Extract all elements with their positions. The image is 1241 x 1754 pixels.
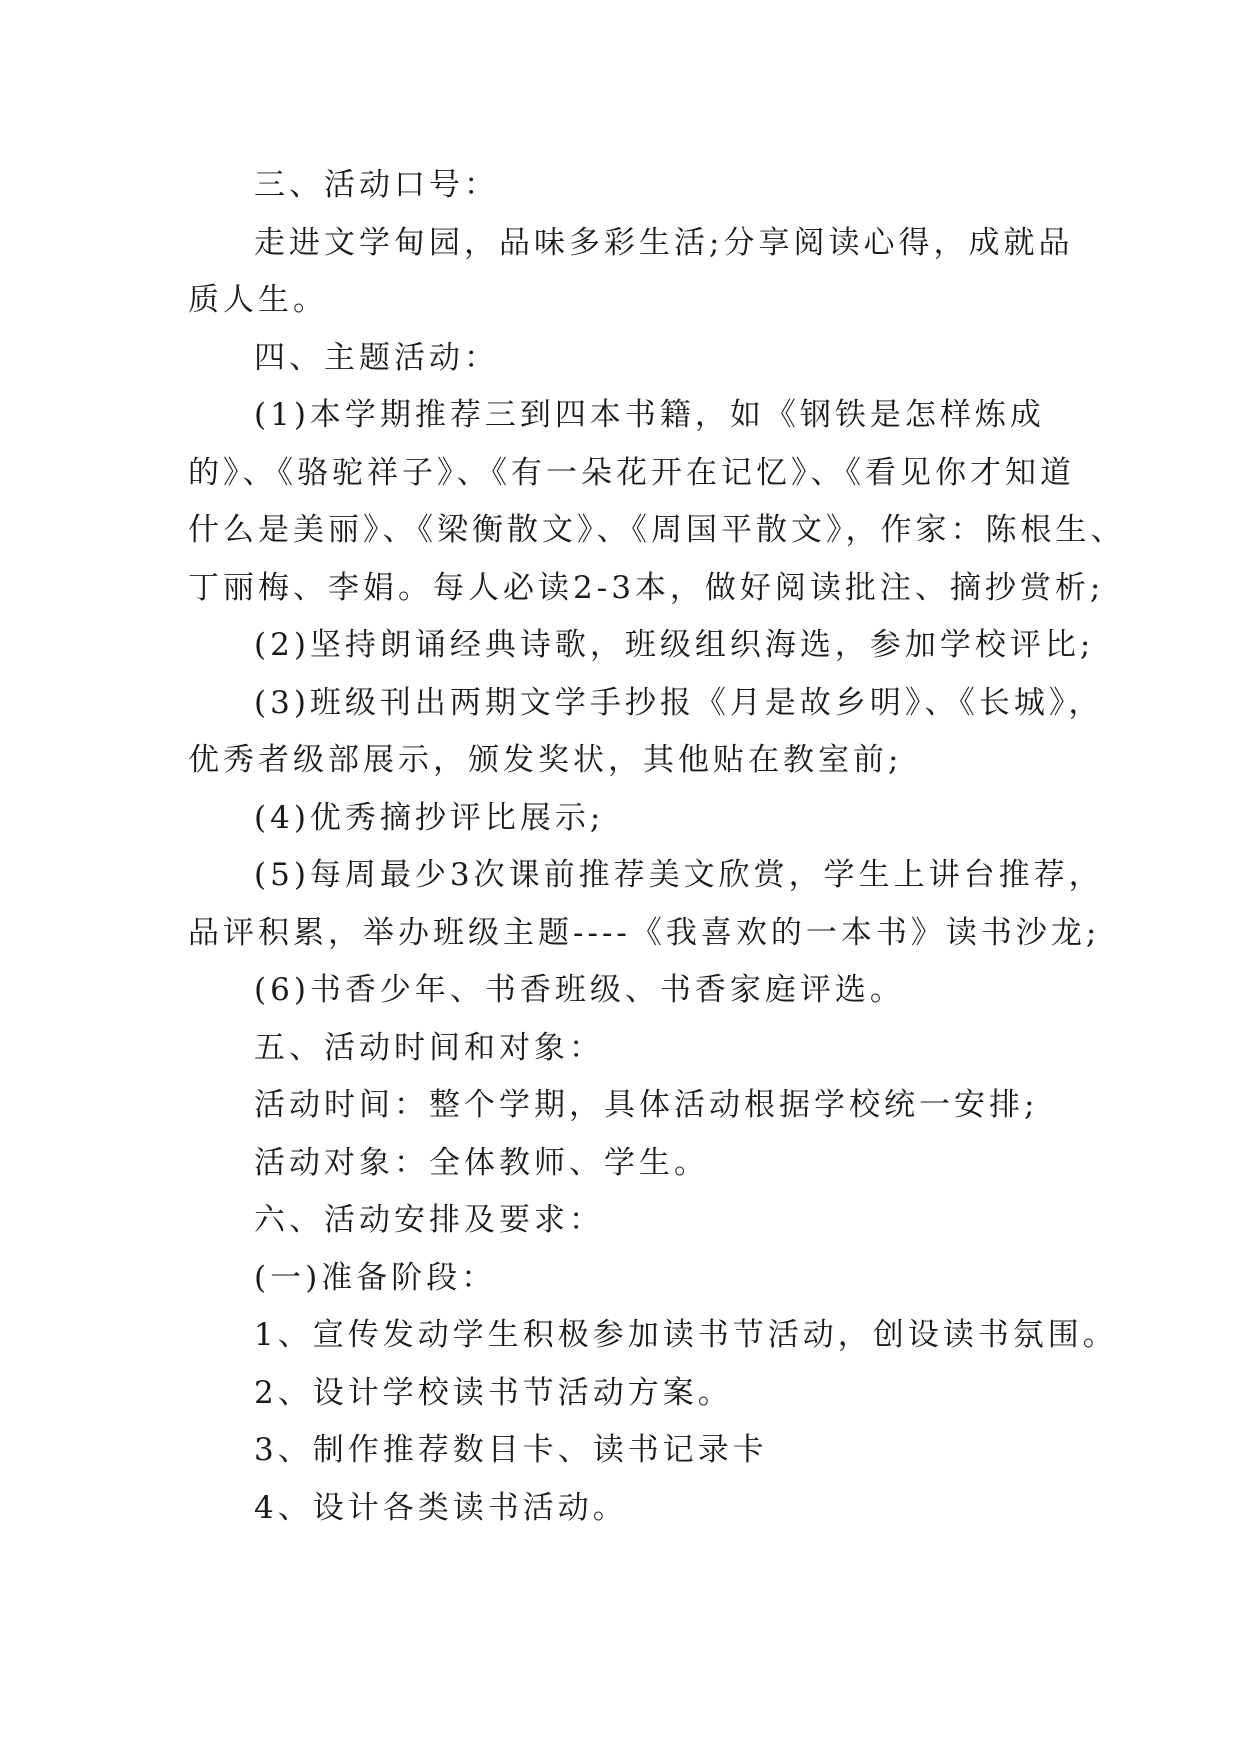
section-heading-activities: 四、主题活动： [254,339,499,376]
paragraph-line: (5)每周最少3次课前推荐美文欣赏，学生上讲台推荐， [254,857,1104,893]
paragraph-line: 活动对象：全体教师、学生。 [254,1144,709,1181]
section-heading-slogan: 三、活动口号： [254,167,499,203]
paragraph-line: 走进文学甸园，品味多彩生活;分享阅读心得，成就品 [254,224,1074,261]
subsection-heading-preparation: (一)准备阶段： [254,1259,497,1296]
paragraph-line: (6)书香少年、书香班级、书香家庭评选。 [254,972,905,1008]
list-item: 1、宣传发动学生积极参加读书节活动，创设读书氛围。 [254,1317,1118,1353]
paragraph-line: 质人生。 [188,282,328,318]
paragraph-line: 优秀者级部展示，颁发奖状，其他贴在教室前; [188,742,903,778]
list-item: 4、设计各类读书活动。 [254,1489,628,1526]
paragraph-line: 活动时间：整个学期，具体活动根据学校统一安排; [254,1087,1039,1123]
paragraph-line: 品评积累，举办班级主题----《我喜欢的一本书》读书沙龙; [188,914,1101,951]
paragraph-line: (2)坚持朗诵经典诗歌，班级组织海选，参加学校评比; [254,627,1095,663]
section-heading-time-target: 五、活动时间和对象： [254,1029,604,1066]
paragraph-line: (4)优秀摘抄评比展示; [254,799,605,836]
paragraph-line: 丁丽梅、李娟。每人必读2-3本，做好阅读批注、摘抄赏析; [188,569,1105,606]
paragraph-line: (1)本学期推荐三到四本书籍，如《钢铁是怎样炼成 [254,397,1045,433]
list-item: 2、设计学校读书节活动方案。 [254,1374,733,1411]
list-item: 3、制作推荐数目卡、读书记录卡 [254,1432,768,1468]
paragraph-line: 什么是美丽》、《梁衡散文》、《周国平散文》，作家：陈根生、 [188,512,1126,548]
document-body [188,157,1126,1537]
paragraph-line: (3)班级刊出两期文学手抄报《月是故乡明》、《长城》， [254,684,1104,721]
paragraph-line: 的》、《骆驼祥子》、《有一朵花开在记忆》、《看见你才知道 [188,454,1075,491]
section-heading-arrangement: 六、活动安排及要求： [254,1202,604,1238]
